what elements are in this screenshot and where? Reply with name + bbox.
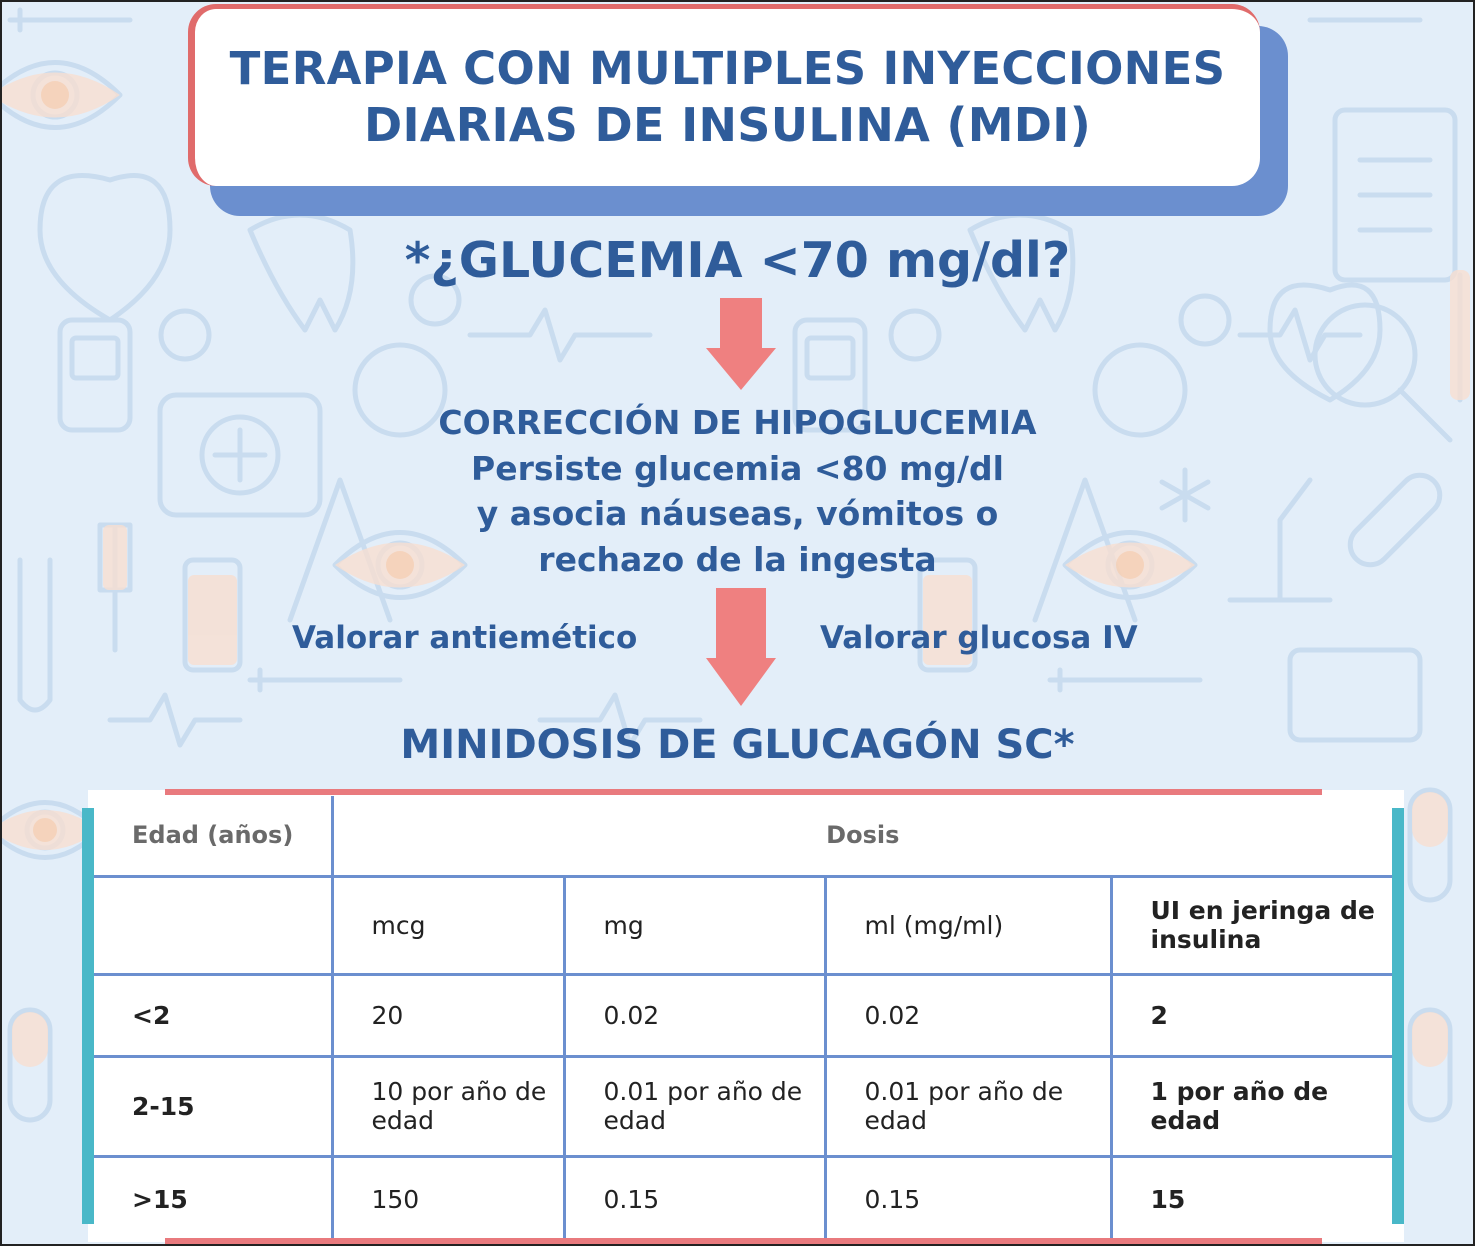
note-antiemetic: Valorar antiemético: [292, 620, 638, 656]
ml-cell: 0.15: [825, 1156, 1111, 1242]
heartbeat-icon: [1240, 310, 1360, 360]
ui-cell: 1 por año de edad: [1111, 1056, 1392, 1156]
ml-cell: 0.01 por año de edad: [825, 1056, 1111, 1156]
glucemia-question: *¿GLUCEMIA <70 mg/dl?: [404, 232, 1071, 289]
pill-icon: [161, 311, 209, 359]
table-bottom-accent: [165, 1238, 1322, 1244]
pill-icon: [1181, 296, 1229, 344]
ml-cell: 0.02: [825, 974, 1111, 1056]
note-glucose-iv: Valorar glucosa IV: [820, 620, 1138, 656]
eye-pupil-icon: [41, 81, 69, 109]
dose-header: Dosis: [332, 796, 1392, 876]
mg-cell: 0.15: [564, 1156, 825, 1242]
bottle-fill-icon: [188, 575, 237, 665]
syringe-icon: [1050, 670, 1200, 690]
age-header: Edad (años): [94, 796, 332, 876]
syringe-icon: [250, 670, 400, 690]
page-title-line-1: TERAPIA CON MULTIPLES INYECCIONES: [229, 42, 1226, 95]
unit-ml: ml (mg/ml): [825, 876, 1111, 974]
age-cell: >15: [94, 1156, 332, 1242]
table-row: [94, 974, 1392, 1056]
ui-cell: 15: [1111, 1156, 1392, 1242]
correction-block: [0, 400, 1475, 582]
page-title-line-2: DIARIAS DE INSULINA (MDI): [363, 97, 1092, 152]
unit-mcg: mcg: [332, 876, 564, 974]
glucagon-dose-table: [94, 796, 1392, 1242]
down-arrow-icon: [706, 588, 776, 706]
correction-title: CORRECCIÓN DE HIPOGLUCEMIA: [438, 403, 1037, 442]
test-tube-icon: [20, 560, 50, 710]
title-card: [188, 4, 1260, 186]
correction-line-2: Persiste glucemia <80 mg/dl: [471, 448, 1004, 488]
table-right-accent: [1392, 808, 1404, 1224]
mcg-cell: 150: [332, 1156, 564, 1242]
eye-pupil-icon: [33, 818, 57, 842]
pill-icon: [891, 311, 939, 359]
table-header-row: [94, 796, 1392, 876]
unit-mg: mg: [564, 876, 825, 974]
down-arrow-icon: [706, 298, 776, 390]
mcg-cell: 10 por año de edad: [332, 1056, 564, 1156]
unit-ui: UI en jeringa de insulina: [1111, 876, 1392, 974]
table-row: [94, 1156, 1392, 1242]
table-top-accent: [165, 789, 1322, 795]
ui-cell: 2: [1111, 974, 1392, 1056]
table-row: [94, 1056, 1392, 1156]
mg-cell: 0.02: [564, 974, 825, 1056]
heartbeat-icon: [470, 310, 650, 360]
capsule-fill-icon: [1412, 1012, 1448, 1067]
capsule-fill-icon: [12, 1012, 48, 1067]
correction-line-4: rechazo de la ingesta: [538, 539, 937, 579]
age-cell: 2-15: [94, 1056, 332, 1156]
age-cell: <2: [94, 974, 332, 1056]
mg-cell: 0.01 por año de edad: [564, 1056, 825, 1156]
units-row: [94, 876, 1392, 974]
table-left-accent: [82, 808, 94, 1224]
dropper-fill-icon: [1450, 270, 1470, 400]
correction-line-3: y asocia náuseas, vómitos o: [476, 494, 999, 534]
empty-cell: [94, 876, 332, 974]
mcg-cell: 20: [332, 974, 564, 1056]
capsule-fill-icon: [1412, 792, 1448, 847]
minidosis-title: MINIDOSIS DE GLUCAGÓN SC*: [400, 722, 1075, 768]
